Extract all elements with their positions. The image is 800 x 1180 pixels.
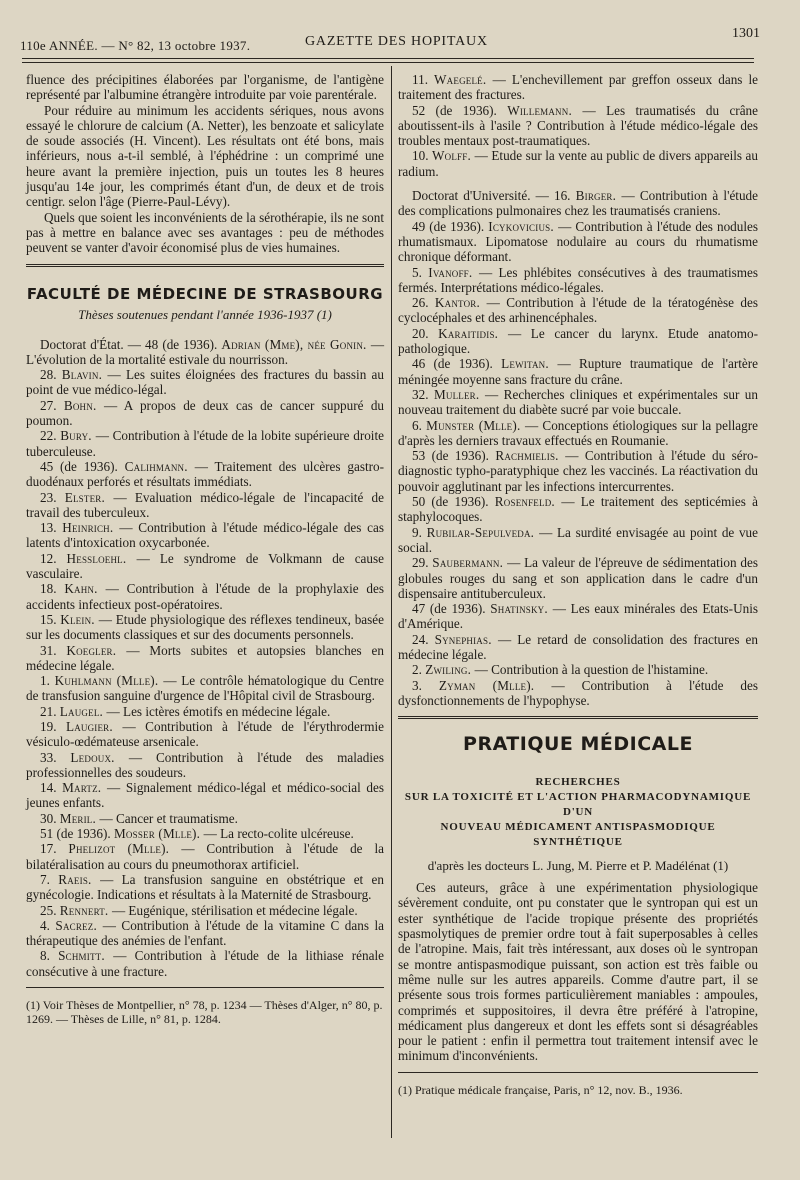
thesis-author: Lewitan. [501, 356, 558, 372]
thesis-entry [26, 750, 384, 781]
thesis-title: — Contribution à l'étude des dysfonctionnements de l'hypophyse. [398, 677, 759, 708]
thesis-title: — Contribution à l'étude de la lobite supérieure droite tuberculeuse. [26, 428, 384, 459]
thesis-number: Doctorat d'État. — 48 (de 1936). [40, 336, 222, 352]
thesis-author: Heinrich. [62, 520, 120, 536]
thesis-entry [26, 811, 384, 826]
thesis-author: Munster (Mlle). [426, 417, 525, 433]
thesis-title: — Etude physiologique des réflexes tendineux, basée sur les documents classiques et sur des documents personnels. [26, 611, 385, 643]
thesis-number: 5. [412, 264, 429, 280]
thesis-number: 23. [40, 489, 65, 505]
thesis-author: Birger. [575, 188, 622, 204]
thesis-author: Bury. [60, 428, 96, 444]
thesis-number: 3. [412, 677, 439, 693]
thesis-author: Blavin. [61, 367, 108, 383]
thesis-number: Doctorat d'Université. — 16. [412, 188, 576, 204]
thesis-entry [26, 337, 384, 368]
thesis-title: — Contribution à l'étude des nodules rhumatismaux. Lipomatose nodulaire au cours du rhumatisme chronique déformant. [398, 218, 758, 265]
thesis-title: — Contribution à l'étude de la prophylaxie des accidents infectieux post-opératoires. [26, 581, 384, 612]
thesis-entry [398, 295, 758, 326]
thesis-entry [398, 387, 758, 418]
pratique-rule [398, 716, 758, 719]
thesis-title: — Le contrôle hématologique du Centre de transfusion sanguine d'urgence de l'Hôpital civil de Strasbourg. [26, 673, 384, 704]
thesis-entry [398, 326, 758, 357]
thesis-title: — Contribution à l'étude des maladies professionnelles des soudeurs. [26, 749, 384, 780]
thesis-author: Zyman (Mlle). [438, 677, 552, 693]
thesis-number: 51 (de 1936). [40, 826, 114, 842]
thesis-entry [398, 188, 758, 219]
thesis-entry [398, 525, 758, 556]
thesis-author: Rosenfeld. [494, 494, 562, 510]
thesis-title: — La surdité envisagée au point de vue social. [398, 524, 759, 555]
thesis-title: — Le retard de consolidation des fractures en médecine légale. [398, 631, 759, 662]
thesis-number: 33. [40, 749, 71, 765]
thesis-title: — Les phlébites consécutives à des traumatismes fermés. Interprétations médico-légales. [398, 264, 759, 295]
journal-title: GAZETTE DES HOPITAUX [305, 34, 488, 49]
thesis-title: — Les eaux minérales des Etats-Unis d'Amérique. [398, 601, 758, 632]
thesis-title: — Contribution à l'étude des complications pulmonaires chez les traumatisés craniens. [398, 188, 759, 219]
thesis-title: — Morts subites et autopsies blanches en médecine légale. [26, 642, 384, 673]
thesis-number: 47 (de 1936). [412, 601, 491, 617]
column-divider [391, 66, 392, 1138]
thesis-number: 29. [412, 555, 433, 571]
thesis-author: Mosser (Mlle). [113, 826, 204, 842]
thesis-number: 17. [40, 841, 69, 857]
thesis-number: 31. [40, 642, 67, 658]
thesis-title: — L'enchevillement par greffon osseux dans le traitement des fractures. [398, 72, 758, 103]
thesis-number: 10. [412, 148, 432, 164]
thesis-entry [398, 632, 758, 663]
thesis-title: — Etude sur la vente au public de divers appareils au radium. [398, 148, 759, 179]
thesis-entry [398, 418, 758, 449]
thesis-entry [26, 719, 384, 750]
left-column [26, 72, 384, 1026]
pratique-footnote: (1) Pratique médicale française, Paris, n° 12, nov. B., 1936. [398, 1082, 683, 1097]
thesis-title: — La transfusion sanguine en obstétrique et en gynécologie. Indications et résultats à la Maternité de Strasbourg. [26, 871, 384, 903]
thesis-title: — Les traumatisés du crâne aboutissent-ils à l'asile ? Contribution à l'étude médico-légale des troubles mentaux post-traumatiques. [398, 102, 759, 149]
thesis-entry [398, 601, 758, 632]
thesis-title: — Rupture traumatique de l'artère méningée moyenne sans fracture du crâne. [398, 356, 759, 387]
left-footnote: (1) Voir Thèses de Montpellier, n° 78, p. 1234 — Thèses d'Alger, n° 80, p. 1269. — Thèses de Lille, n° 81, p. 1284. [26, 998, 383, 1027]
thesis-number: 9. [412, 524, 427, 540]
thesis-author: Rubilar-Sepulveda. [426, 524, 540, 540]
thesis-entry [398, 555, 758, 601]
thesis-entry [26, 872, 384, 903]
thesis-author: Sacrez. [55, 917, 103, 933]
thesis-author: Waegelé. [434, 72, 493, 87]
faculty-subtitle: Thèses soutenues pendant l'année 1936-1937 (1) [78, 306, 332, 322]
thesis-title: — Conceptions étiologiques sur la pellagre d'après les derniers travaux effectués en Roumanie. [398, 417, 759, 448]
thesis-number: 53 (de 1936). [412, 448, 496, 464]
thesis-author: Kantor. [434, 295, 487, 311]
intro-paragraph: fluence des précipitines élaborées par l'organisme, de l'antigène représenté par l'albumine étrangère introduite par voie parentérale. [26, 72, 384, 103]
thesis-title: — Contribution à l'étude de la lithiase rénale consécutive à une fracture. [26, 948, 385, 979]
thesis-number: 21. [40, 703, 60, 719]
thesis-number: 22. [40, 428, 61, 444]
thesis-entry [398, 662, 758, 677]
thesis-author: Martz. [62, 780, 108, 796]
research-authors: d'après les docteurs L. Jung, M. Pierre et P. Madélénat (1) [427, 858, 729, 874]
section-rule [26, 264, 384, 267]
thesis-entry [398, 103, 758, 149]
thesis-number: 7. [40, 871, 59, 887]
thesis-title: — Le cancer du larynx. Etude anatomo-pathologique. [398, 325, 759, 357]
thesis-title: — Cancer et traumatisme. [99, 810, 238, 826]
thesis-author: Ivanoff. [428, 264, 479, 280]
thesis-entry [398, 356, 758, 387]
intro-text [26, 72, 384, 256]
thesis-title: — Contribution à la question de l'histamine. [474, 662, 709, 678]
thesis-title: — Contribution à l'étude de la vitamine C dans la thérapeutique des anémies de l'enfant. [26, 917, 385, 949]
thesis-entry [26, 643, 384, 674]
thesis-title: — Les ictères émotifs en médecine légale. [106, 703, 331, 719]
thesis-entry [398, 494, 758, 525]
thesis-number: 45 (de 1936). [40, 458, 125, 474]
thesis-entry [26, 428, 384, 459]
thesis-number: 1. [40, 673, 55, 689]
footnote-rule [26, 987, 384, 988]
thesis-number: 19. [40, 718, 66, 734]
thesis-entry [26, 948, 384, 979]
thesis-title: — Le traitement des septicémies à staphylocoques. [398, 494, 758, 525]
thesis-entry [26, 704, 384, 719]
thesis-author: Phelizot (Mlle). [68, 841, 182, 857]
pratique-title: PRATIQUE MÉDICALE [463, 733, 693, 756]
thesis-entry [26, 398, 384, 429]
thesis-number: 12. [40, 550, 67, 566]
thesis-entry [26, 490, 384, 521]
thesis-author: Koegler. [66, 642, 127, 658]
thesis-number: 18. [40, 581, 65, 597]
page-header [20, 26, 760, 54]
thesis-list-left [26, 337, 384, 979]
thesis-title: — Eugénique, stérilisation et médecine légale. [111, 902, 358, 918]
thesis-author: Elster. [64, 489, 114, 505]
thesis-author: Muller. [433, 386, 486, 402]
thesis-entry [398, 72, 758, 103]
thesis-author: Rennert. [59, 902, 112, 918]
thesis-author: Adrian (Mme), née Gonin. [221, 336, 371, 352]
thesis-title: — Les suites éloignées des fractures du bassin au point de vue médico-légal. [26, 367, 385, 398]
thesis-entry [26, 367, 384, 398]
thesis-author: Raeis. [58, 871, 101, 887]
thesis-entry [398, 219, 758, 265]
thesis-entry [26, 918, 384, 949]
thesis-author: Bohn. [63, 397, 104, 413]
thesis-entry [26, 581, 384, 612]
thesis-entry [26, 459, 384, 490]
thesis-number: 2. [412, 662, 426, 678]
header-rule-2 [22, 62, 754, 63]
thesis-entry [26, 612, 384, 643]
research-line-3: NOUVEAU MÉDICAMENT ANTISPASMODIQUE SYNTHÉTIQUE [440, 821, 716, 849]
thesis-number: 49 (de 1936). [412, 218, 489, 234]
thesis-author: Kahn. [64, 581, 106, 597]
thesis-number: 13. [40, 520, 63, 536]
thesis-number: 52 (de 1936). [412, 102, 508, 118]
thesis-title: — Evaluation médico-légale de l'incapacité de travail des tuberculeux. [26, 489, 385, 520]
thesis-entry [26, 780, 384, 811]
thesis-title: — Traitement des ulcères gastro-duodénaux perforés et résultats immédiats. [26, 458, 385, 490]
thesis-author: Karaitidis. [438, 325, 508, 341]
thesis-author: Ledoux. [70, 749, 129, 765]
thesis-number: 24. [412, 631, 435, 647]
issue-line: 110e ANNÉE. — N° 82, 13 octobre 1937. [20, 38, 251, 53]
pratique-section [398, 733, 758, 1097]
thesis-number: 6. [412, 417, 427, 433]
thesis-number: 8. [40, 948, 59, 964]
thesis-title: — Contribution à l'étude médico-légale des cas latents d'intoxication oxycarbonée. [26, 520, 385, 551]
thesis-author: Rachmielis. [495, 448, 566, 464]
thesis-author: Willemann. [507, 102, 583, 118]
faculty-title: FACULTÉ DE MÉDECINE DE STRASBOURG [26, 284, 384, 303]
thesis-author: Wolff. [432, 148, 475, 164]
thesis-title: — Contribution à l'étude de l'érythrodermie vésiculo-œdémateuse arsenicale. [26, 718, 385, 750]
header-rule [22, 58, 754, 59]
thesis-number: 30. [40, 810, 60, 826]
thesis-title: — La recto-colite ulcéreuse. [203, 826, 354, 842]
thesis-author: Synephias. [434, 631, 498, 647]
thesis-number: 11. [412, 72, 435, 87]
thesis-number: 50 (de 1936). [412, 494, 495, 510]
research-line-2: SUR LA TOXICITÉ ET L'ACTION PHARMACODYNAMIQUE D'UN [404, 791, 752, 819]
thesis-number: 32. [412, 386, 434, 402]
thesis-number: 25. [40, 902, 60, 918]
thesis-title: — Recherches cliniques et expérimentales sur un nouveau traitement du diabète sucré par voie buccale. [398, 386, 758, 418]
page-number: 1301 [732, 26, 760, 41]
thesis-entry [26, 841, 384, 872]
thesis-title: — A propos de deux cas de cancer suppuré du poumon. [26, 397, 385, 429]
thesis-number: 15. [40, 611, 61, 627]
thesis-author: Laugier. [65, 718, 123, 734]
research-line-1: RECHERCHES [535, 776, 621, 789]
thesis-number: 4. [40, 917, 56, 933]
thesis-number: 26. [412, 295, 435, 311]
thesis-author: Schmitt. [58, 948, 114, 964]
thesis-author: Klein. [60, 611, 99, 627]
thesis-title: — Contribution à l'étude de la tératogénèse des cyclocéphales et des arhinencéphales. [398, 295, 758, 326]
thesis-number: 14. [40, 780, 63, 796]
research-body: Ces auteurs, grâce à une expérimentation physiologique sévèrement conduite, ont pu constater que le syntropan qui est un ester synthétique de l'acide tropique présente des propriétés spasmolytiques de premier ordre tout à fait superposables à celles de l'atropine. Mais, fait très intéressant, aux doses où le syntropan se montre antispasmodique puissant, son action est très faible ou même nulle sur les autres appareils. Comme d'autre part, il se présente sous trois formes particulièrement maniables : ampoules, comprimés et suppositoires, il devra être préféré à l'atropine, médicament plus dangereux et dont les effets sont si désagréables pour le patient : enfin il permettra tout traitement intensif avec le minimum d'inconvénients. [398, 880, 758, 1064]
right-column [398, 72, 758, 1097]
thesis-author: Laugel. [59, 703, 107, 719]
thesis-list-right-b [398, 188, 758, 708]
thesis-title: — La valeur de l'épreuve de sédimentation des globules rouges du sang et son application dans le cadre d'un dispensaire antituberculeux. [398, 555, 759, 601]
intro-paragraph: Quels que soient les inconvénients de la sérothérapie, ils ne sont pas à mettre en balance avec ses avantages : peu de méthodes peuvent se vanter d'avoir économisé plus de vies humaines. [26, 209, 384, 256]
thesis-number: 27. [40, 397, 64, 413]
thesis-author: Meril. [59, 810, 100, 826]
thesis-entry [26, 551, 384, 582]
thesis-author: Kuhlmann (Mlle). [54, 673, 164, 689]
thesis-title: — Signalement médico-légal et médico-social des jeunes enfants. [26, 780, 384, 811]
thesis-author: Shatinsky. [490, 601, 553, 617]
pratique-footnote-rule [398, 1072, 758, 1073]
thesis-entry [26, 826, 384, 841]
thesis-author: Icykovicius. [488, 218, 559, 234]
thesis-author: Zwiling. [425, 662, 475, 678]
thesis-entry [398, 265, 758, 296]
thesis-title: — Le syndrome de Volkmann de cause vasculaire. [26, 550, 384, 582]
intro-paragraph: Pour réduire au minimum les accidents sériques, nous avons essayé le chlorure de calcium (A. Netter), les benzoate et salicylate de soude associés (H. Vincent). Les résultats ont été bons, mais inférieurs, nous a-t-il semblé, à l'éphédrine : un comprimé une heure avant la première injection, puis un toutes les 8 heures jusqu'au 14e jour, les comprimés étant d'un, de deux et de trois centigr. selon l'âge (Pierre-Paul-Lévy). [26, 102, 384, 210]
thesis-author: Hessloehl. [66, 550, 137, 566]
thesis-entry [398, 678, 758, 709]
thesis-author: Calihmann. [124, 458, 195, 474]
thesis-title: — Contribution à l'étude de la bilatéralisation au cours du pneumothorax artificiel. [26, 841, 384, 872]
thesis-title: — L'évolution de la mortalité estivale du nourrisson. [26, 336, 385, 367]
thesis-entry [398, 448, 758, 494]
thesis-author: Saubermann. [432, 555, 508, 571]
thesis-title: — Contribution à l'étude du séro-diagnostic typho-paratyphique chez les vaccinés. La réactivation du pouvoir agglutinant par les infections intercurrentes. [398, 448, 758, 494]
thesis-entry [26, 673, 384, 704]
thesis-list-right-a [398, 72, 758, 179]
thesis-entry [26, 903, 384, 918]
thesis-number: 46 (de 1936). [412, 356, 502, 372]
thesis-entry [26, 520, 384, 551]
thesis-number: 28. [40, 367, 62, 383]
thesis-number: 20. [412, 325, 439, 341]
thesis-entry [398, 148, 758, 179]
